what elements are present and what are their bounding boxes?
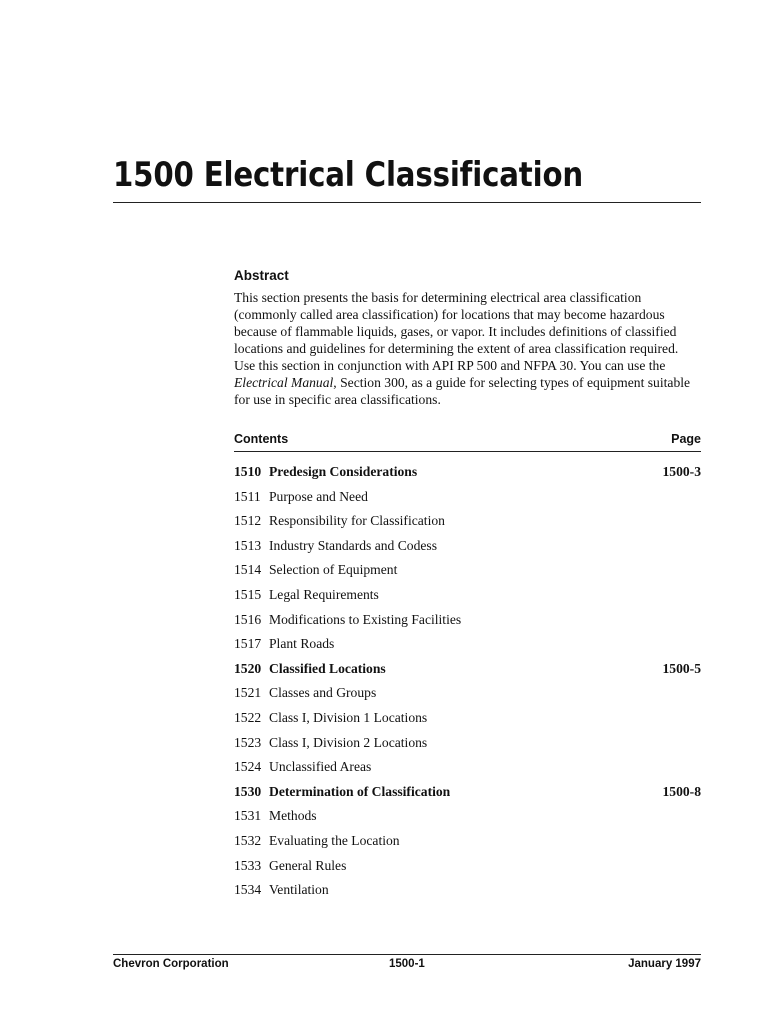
abstract-body [234,289,704,408]
toc-number: 1511 [234,488,261,504]
toc-row [234,534,701,559]
abstract-line: (commonly called area classification) for locations that may become hazardous [234,307,665,322]
toc-label: Predesign Considerations [269,464,418,479]
manual-reference: Electrical Manual [234,375,334,390]
toc-row [234,583,701,608]
toc-row [234,608,701,633]
toc-number: 1533 [234,857,262,873]
toc-row [234,485,701,510]
toc-number: 1512 [234,513,262,529]
toc-number: 1534 [234,882,262,898]
toc-label: Industry Standards and Codess [269,537,438,553]
abstract-line [234,374,704,391]
toc-row [234,755,701,780]
toc-section-row [234,780,701,805]
toc-label: Selection of Equipment [269,562,398,578]
toc-number: 1524 [234,759,262,775]
contents-divider [234,451,701,452]
table-of-contents [234,460,701,903]
toc-number: 1515 [234,586,262,602]
toc-label: General Rules [269,857,347,873]
toc-row [234,706,701,731]
contents-header [234,432,701,450]
footer-page-number: 1500-1 [389,958,425,970]
toc-row [234,509,701,534]
toc-number: 1522 [234,709,262,725]
abstract-line: because of flammable liquids, gases, or vapor. It includes definitions of classified [234,324,677,339]
abstract-line: Use this section in conjunction with API RP 500 and NFPA 30. You can use the [234,358,666,373]
toc-label: Methods [269,808,317,824]
toc-number: 1514 [234,562,262,578]
toc-label: Class I, Division 1 Locations [269,709,428,725]
footer-date: January 1997 [628,958,701,970]
contents-heading: Contents [234,432,289,446]
toc-label: Unclassified Areas [269,759,372,775]
toc-row [234,854,701,879]
toc-number: 1520 [234,660,262,676]
toc-row [234,804,701,829]
toc-number: 1517 [234,636,262,652]
toc-number: 1531 [234,808,262,824]
abstract-heading: Abstract [234,268,289,283]
toc-label: Evaluating the Location [269,832,400,848]
toc-label: Modifications to Existing Facilities [269,611,462,627]
page-footer [113,958,701,974]
page-column-heading: Page [671,432,701,446]
toc-label: Ventilation [269,882,329,898]
toc-number: 1513 [234,537,262,553]
toc-row [234,632,701,657]
toc-section-row [234,657,701,682]
footer-divider [113,954,701,955]
footer-company: Chevron Corporation [113,958,229,970]
toc-page-number: 1500-5 [662,660,701,676]
abstract-line: locations and guidelines for determining the extent of area classification required. [234,341,679,356]
toc-page-number: 1500-3 [662,464,701,479]
toc-number: 1523 [234,734,262,750]
toc-label: Classified Locations [269,660,386,676]
toc-number: 1532 [234,832,262,848]
toc-number: 1516 [234,611,262,627]
toc-row [234,878,701,903]
toc-label: Plant Roads [269,636,335,652]
toc-number: 1510 [234,464,262,479]
abstract-line-rest: , Section 300, as a guide for selecting types of equipment suitable [333,375,691,390]
toc-label: Legal Requirements [269,586,379,602]
toc-label: Purpose and Need [269,488,368,504]
toc-page-number: 1500-8 [662,783,701,799]
toc-row [234,681,701,706]
toc-label: Class I, Division 2 Locations [269,734,428,750]
toc-row [234,731,701,756]
toc-section-row [234,460,701,485]
toc-label: Classes and Groups [269,685,377,701]
abstract-line: for use in specific area classifications. [234,392,441,407]
toc-label: Determination of Classification [269,783,451,799]
abstract-line: This section presents the basis for determining electrical area classification [234,290,642,305]
toc-number: 1521 [234,685,262,701]
page-title: 1500 Electrical Classification [113,155,584,195]
toc-row [234,558,701,583]
toc-number: 1530 [234,783,262,799]
toc-label: Responsibility for Classification [269,513,445,529]
toc-row [234,829,701,854]
title-divider [113,202,701,203]
